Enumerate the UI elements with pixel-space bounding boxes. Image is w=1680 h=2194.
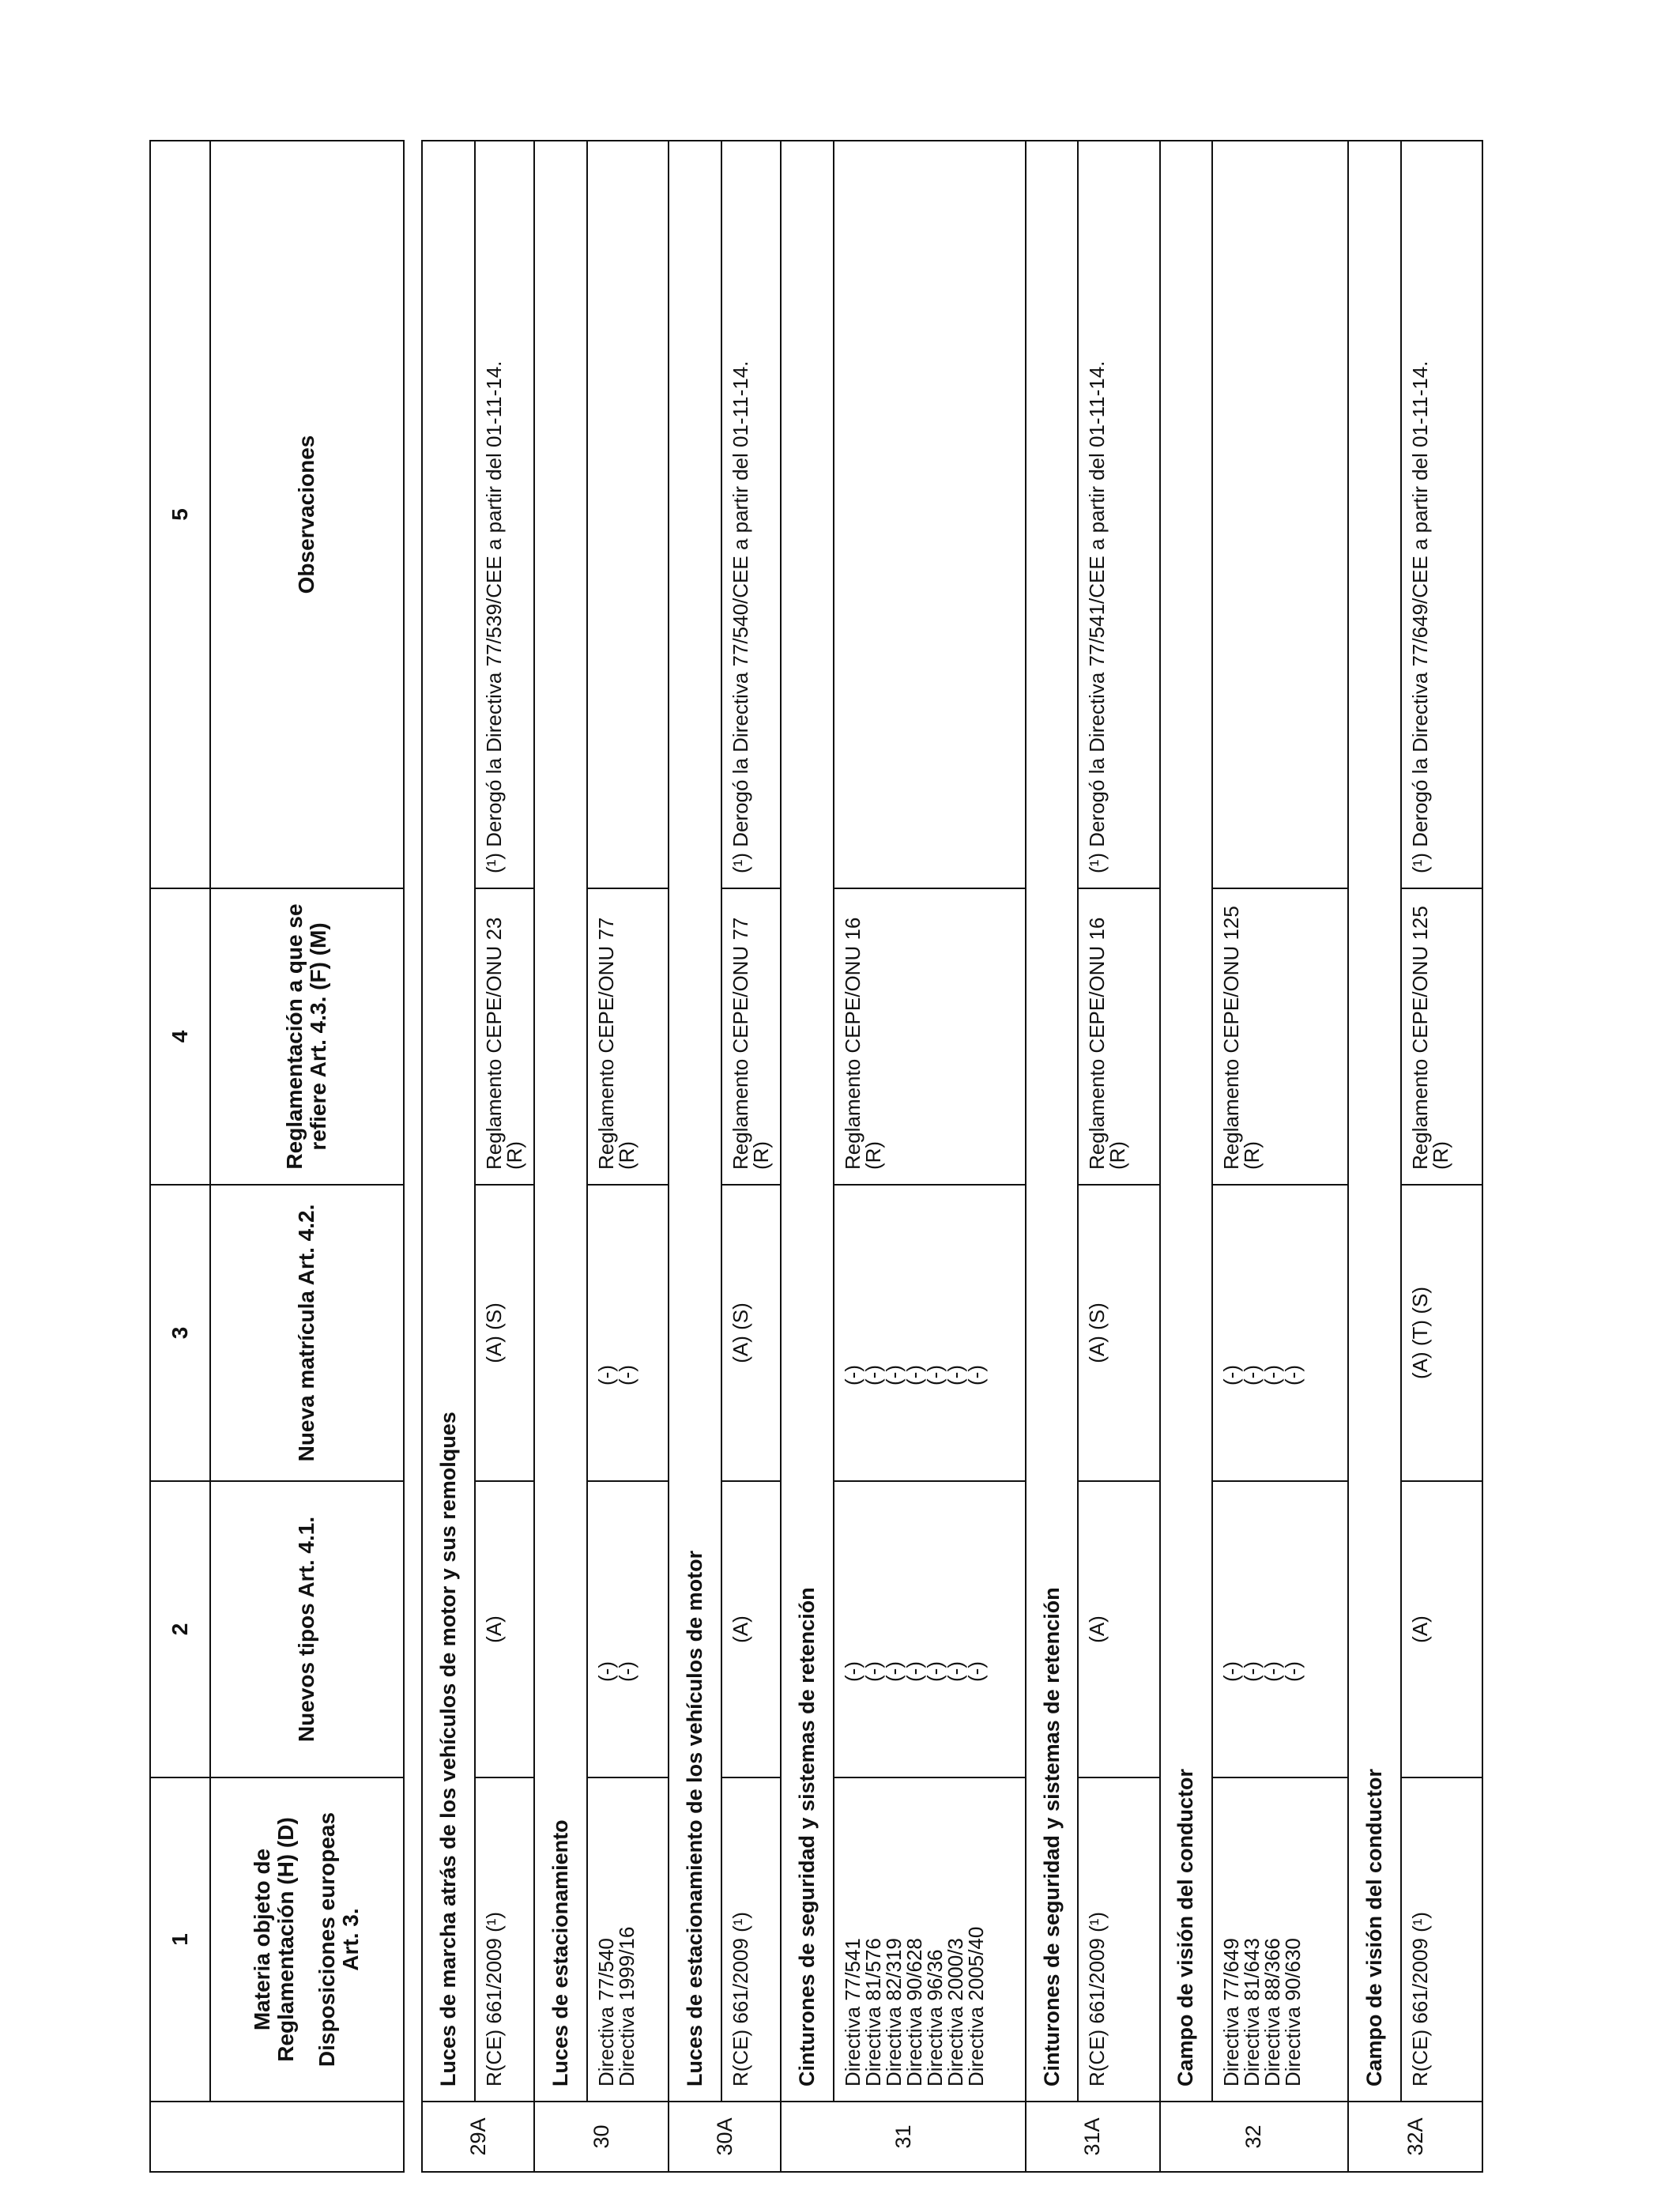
cell-disposiciones: R(CE) 661/2009 (¹)	[721, 1777, 782, 2102]
section-row	[422, 141, 475, 2172]
cell-reglamentacion	[1401, 888, 1482, 1185]
table-row	[834, 141, 1026, 2172]
cell-disposiciones: R(CE) 661/2009 (¹)	[1078, 1777, 1159, 2102]
cell-observaciones: (¹) Derogó la Directiva 77/649/CEE a partir del 01-11-14.	[1401, 141, 1482, 888]
cell-observaciones	[1212, 141, 1348, 888]
list-item: Directiva 88/366	[1260, 1938, 1285, 2087]
corner-cell	[150, 2102, 404, 2172]
list-item: Directiva 81/643	[1240, 1938, 1264, 2087]
section-title: Cinturones de seguridad y sistemas de retención	[1026, 141, 1079, 2102]
cell-reglamentacion: Reglamento CEPE/ONU 77 (R)	[587, 888, 669, 1185]
list-item: (-)	[840, 1365, 864, 1385]
regulation-line: (R)	[1106, 1140, 1130, 1170]
cell-reglamentacion	[1078, 888, 1159, 1185]
list-item: Directiva 2000/3	[943, 1938, 967, 2087]
list-item: (-)	[881, 1661, 906, 1682]
section-row	[669, 141, 721, 2172]
list-item: Directiva 90/630	[1281, 1938, 1305, 2087]
section-title: Cinturones de seguridad y sistemas de retención	[781, 141, 834, 2102]
table-row	[721, 141, 782, 2172]
list-item: Directiva 96/36	[922, 1949, 947, 2087]
regulation-line: Reglamento CEPE/ONU 125	[1219, 906, 1244, 1170]
cell-observaciones	[834, 141, 1026, 888]
cell-nueva-matricula: (A) (T) (S)	[1401, 1185, 1482, 1481]
cell-disposiciones: R(CE) 661/2009 (¹)	[475, 1777, 535, 2102]
cell-nueva-matricula: (A) (S)	[475, 1185, 535, 1481]
col1-subtitle: Disposiciones europeas Art. 3.	[315, 1811, 363, 2068]
cell-nuevos-tipos	[587, 1481, 669, 1777]
cell-reglamentacion	[834, 888, 1026, 1185]
section-title: Campo de visión del conductor	[1160, 141, 1213, 2102]
cell-reglamentacion: Reglamento CEPE/ONU 77 (R)	[721, 888, 782, 1185]
list-item: (-)	[943, 1365, 967, 1385]
list-item: (-)	[1281, 1365, 1305, 1385]
list-item: Directiva 2005/40	[963, 1926, 988, 2087]
list-item: Directiva 90/628	[902, 1938, 926, 2087]
cell-nuevos-tipos	[1212, 1481, 1348, 1777]
regulation-line: Reglamento CEPE/ONU 125	[1407, 906, 1432, 1170]
list-item: Directiva 77/540	[593, 1938, 618, 2087]
list-item: (-)	[1219, 1365, 1244, 1385]
cell-reglamentacion	[1212, 888, 1348, 1185]
list-item: Directiva 1999/16	[614, 1926, 638, 2087]
section-row	[781, 141, 834, 2172]
section-row	[534, 141, 587, 2172]
list-item: Directiva 77/649	[1219, 1938, 1244, 2087]
cell-disposiciones	[834, 1777, 1026, 2102]
list-item: (-)	[963, 1661, 988, 1682]
cell-observaciones: (¹) Derogó la Directiva 77/539/CEE a partir del 01-11-14.	[475, 141, 535, 888]
list-item: (-)	[1240, 1661, 1264, 1682]
regulation-table	[149, 140, 1483, 2173]
cell-disposiciones	[587, 1777, 669, 2102]
spacer-row	[404, 141, 422, 2172]
list-item: Directiva 82/319	[881, 1938, 906, 2087]
regulation-line: (R)	[1240, 1140, 1264, 1170]
row-number: 31A	[1026, 2102, 1160, 2172]
cell-observaciones: (¹) Derogó la Directiva 77/540/CEE a partir del 01-11-14.	[721, 141, 782, 888]
list-item: (-)	[943, 1661, 967, 1682]
cell-nueva-matricula	[834, 1185, 1026, 1481]
cell-nueva-matricula: (A) (S)	[721, 1185, 782, 1481]
section-title: Luces de marcha atrás de los vehículos de motor y sus remolques	[422, 141, 475, 2102]
col3-header: Nueva matrícula Art. 4.2.	[210, 1185, 404, 1481]
col1-title: Materia objeto de Reglamentación (H) (D)	[250, 1817, 299, 2062]
section-title: Campo de visión del conductor	[1348, 141, 1401, 2102]
column-number-row	[150, 141, 210, 2172]
list-item: (-)	[1281, 1661, 1305, 1682]
list-item: (-)	[840, 1661, 864, 1682]
table-row	[1078, 141, 1159, 2172]
cell-nueva-matricula: (A) (S)	[1078, 1185, 1159, 1481]
list-item: (-)	[861, 1365, 885, 1385]
table-row	[1401, 141, 1482, 2172]
list-item: (-)	[1240, 1365, 1264, 1385]
list-item: (-)	[1260, 1365, 1285, 1385]
col4-header: Reglamentación a que se refiere Art. 4.3. (F) (M)	[210, 888, 404, 1185]
cell-disposiciones	[1212, 1777, 1348, 2102]
list-item: (-)	[922, 1365, 947, 1385]
list-item: (-)	[614, 1365, 638, 1385]
list-item: (-)	[593, 1365, 618, 1385]
cell-nuevos-tipos: (A)	[475, 1481, 535, 1777]
list-item: (-)	[881, 1365, 906, 1385]
list-item: (-)	[593, 1661, 618, 1682]
cell-observaciones: (¹) Derogó la Directiva 77/541/CEE a partir del 01-11-14.	[1078, 141, 1159, 888]
list-item: Directiva 77/541	[840, 1938, 864, 2087]
list-item: (-)	[614, 1661, 638, 1682]
col5-header: Observaciones	[210, 141, 404, 888]
row-number: 31	[781, 2102, 1026, 2172]
cell-nuevos-tipos: (A)	[1078, 1481, 1159, 1777]
section-title: Luces de estacionamiento	[534, 141, 587, 2102]
row-number: 30	[534, 2102, 669, 2172]
cell-nuevos-tipos	[834, 1481, 1026, 1777]
table-row	[1212, 141, 1348, 2172]
list-item: (-)	[963, 1365, 988, 1385]
regulation-line: (R)	[861, 1140, 885, 1170]
cell-nuevos-tipos: (A)	[1401, 1481, 1482, 1777]
col-number-3: 3	[150, 1185, 210, 1481]
col2-header: Nuevos tipos Art. 4.1.	[210, 1481, 404, 1777]
regulation-line: (R)	[1428, 1140, 1452, 1170]
col-number-4: 4	[150, 888, 210, 1185]
list-item: (-)	[922, 1661, 947, 1682]
row-number: 32	[1160, 2102, 1349, 2172]
section-title: Luces de estacionamiento de los vehículos de motor	[669, 141, 721, 2102]
list-item: (-)	[1260, 1661, 1285, 1682]
list-item: (-)	[861, 1661, 885, 1682]
section-row	[1160, 141, 1213, 2172]
row-number: 32A	[1348, 2102, 1482, 2172]
list-item: (-)	[1219, 1661, 1244, 1682]
regulation-line: Reglamento CEPE/ONU 16	[840, 917, 864, 1170]
column-header-row	[210, 141, 404, 2172]
row-number: 29A	[422, 2102, 534, 2172]
cell-disposiciones: R(CE) 661/2009 (¹)	[1401, 1777, 1482, 2102]
list-item: (-)	[902, 1365, 926, 1385]
col-number-1: 1	[150, 1777, 210, 2102]
col1-header	[210, 1777, 404, 2102]
cell-nueva-matricula	[1212, 1185, 1348, 1481]
regulation-line: Reglamento CEPE/ONU 16	[1085, 917, 1109, 1170]
list-item: (-)	[902, 1661, 926, 1682]
cell-nuevos-tipos: (A)	[721, 1481, 782, 1777]
list-item: Directiva 81/576	[861, 1938, 885, 2087]
row-number: 30A	[669, 2102, 781, 2172]
col-number-2: 2	[150, 1481, 210, 1777]
cell-nueva-matricula	[587, 1185, 669, 1481]
cell-observaciones	[587, 141, 669, 888]
cell-reglamentacion: Reglamento CEPE/ONU 23 (R)	[475, 888, 535, 1185]
table-row	[587, 141, 669, 2172]
col-number-5: 5	[150, 141, 210, 888]
section-row	[1026, 141, 1079, 2172]
table-row	[475, 141, 535, 2172]
section-row	[1348, 141, 1401, 2172]
